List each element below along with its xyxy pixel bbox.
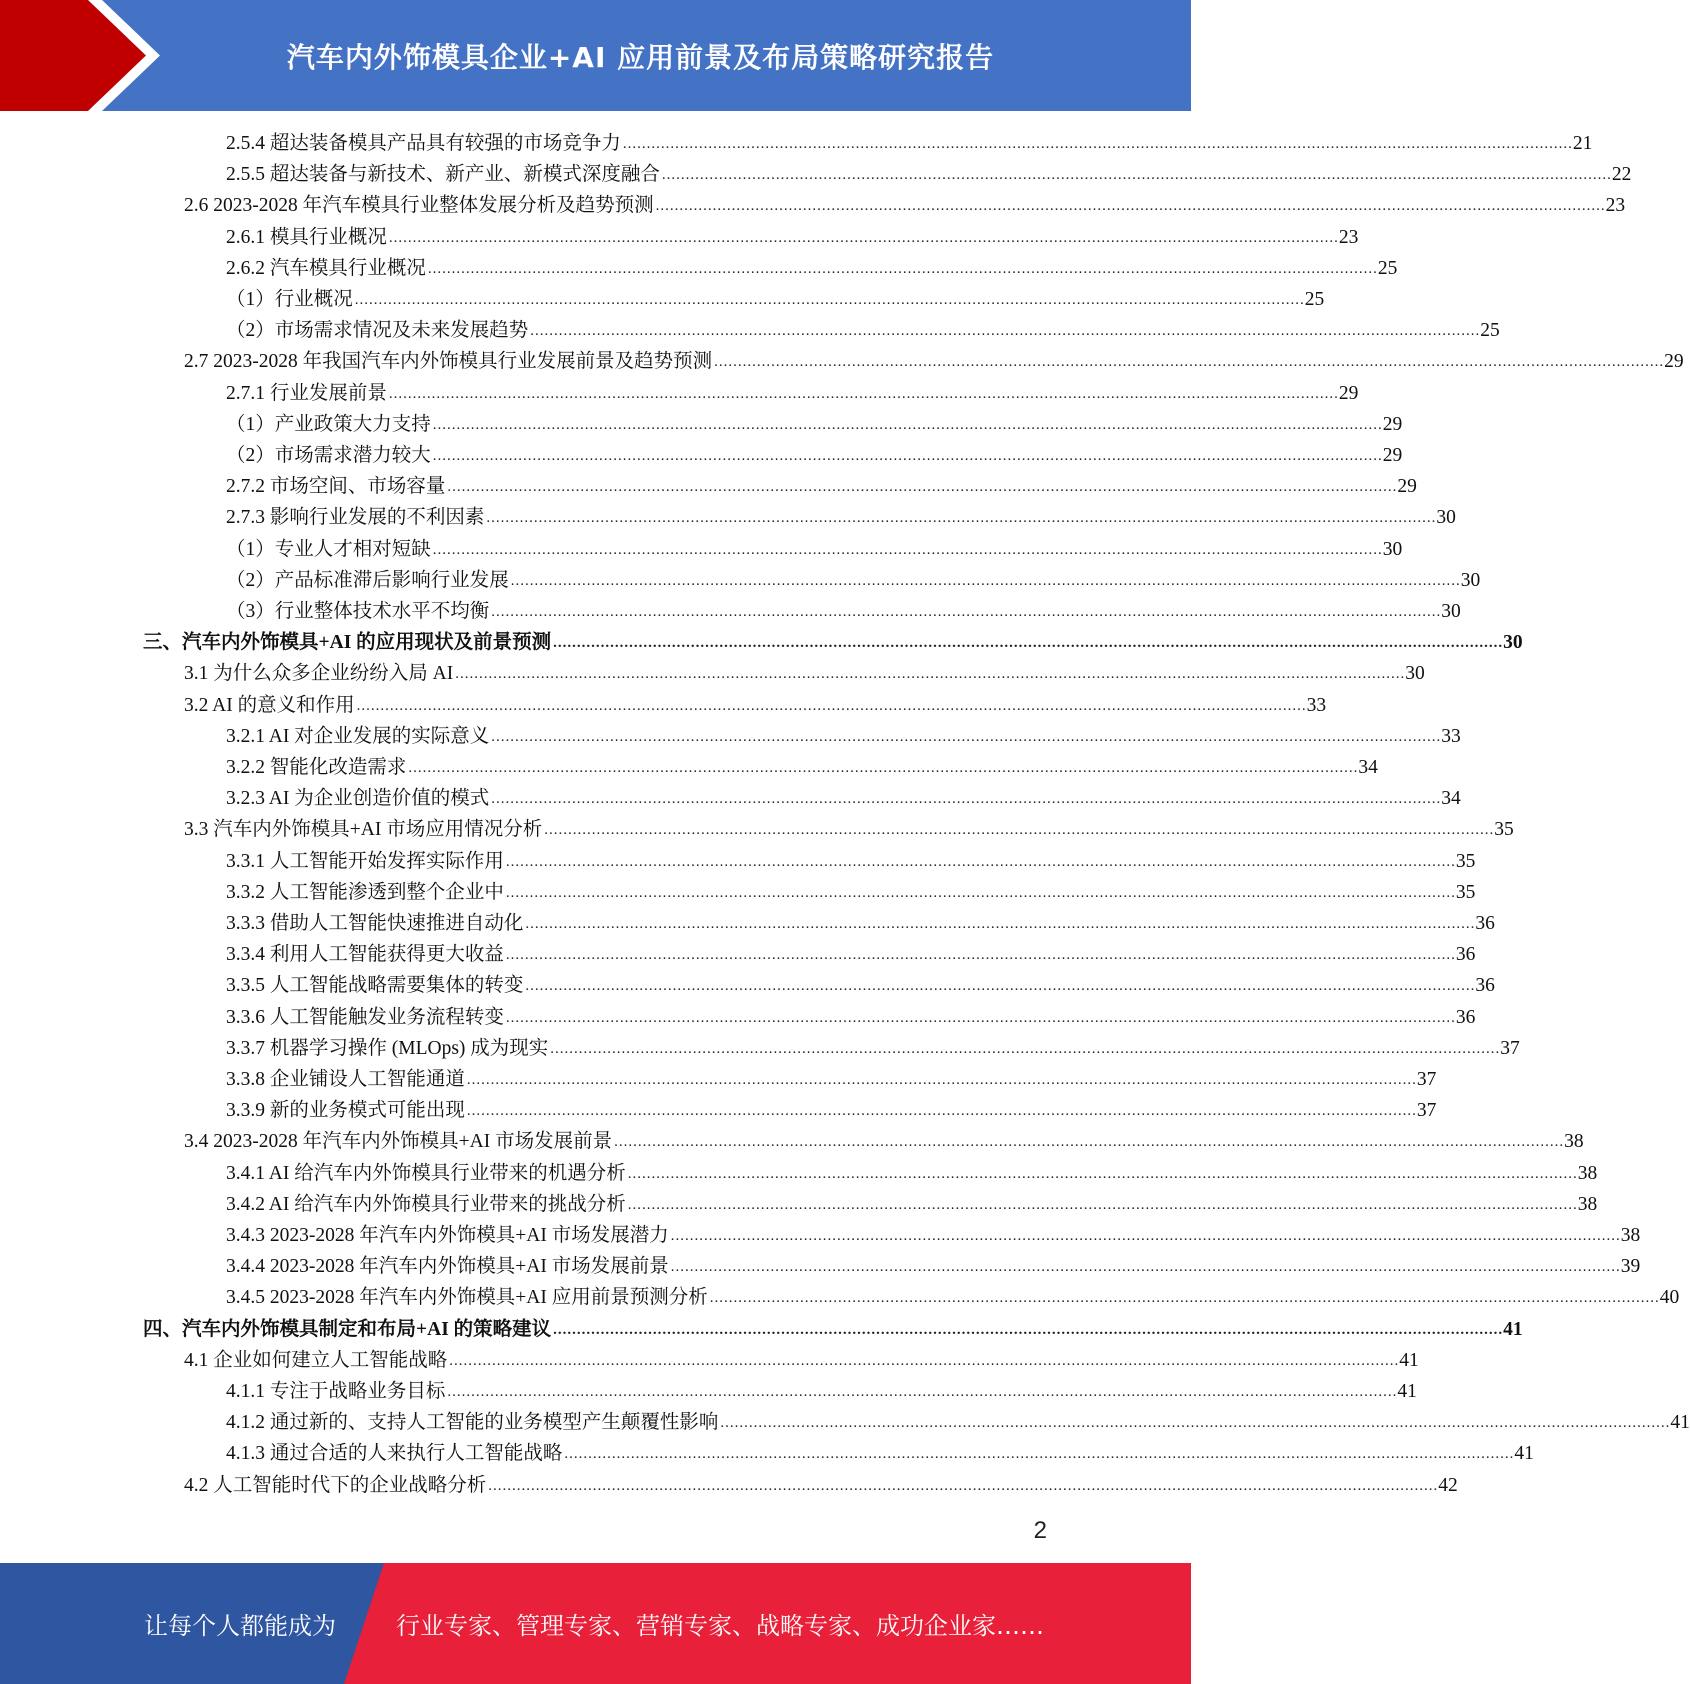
toc-entry-page: 21 bbox=[1572, 133, 1593, 154]
toc-dot-leader: ........................................................................................................................................................................................................ bbox=[530, 323, 1481, 340]
toc-entry-title: 2.5.5 超达装备与新技术、新产业、新模式深度融合 bbox=[226, 164, 660, 186]
toc-entry-page: 25 bbox=[1480, 320, 1500, 342]
toc-entry[interactable] bbox=[226, 220, 1359, 251]
toc-entry-title: 3.2.3 AI 为企业创造价值的模式 bbox=[226, 788, 490, 810]
toc-dot-leader: ........................................................................................................................................................................................................ bbox=[614, 1134, 1565, 1151]
toc-entry-title: 2.5.4 超达装备模具产品具有较强的市场竞争力 bbox=[226, 133, 621, 154]
toc-entry-page: 22 bbox=[1611, 164, 1632, 186]
toc-entry[interactable] bbox=[184, 1343, 1419, 1374]
toc-dot-leader: ........................................................................................................................................................................................................ bbox=[447, 479, 1398, 496]
toc-entry[interactable] bbox=[226, 1249, 1641, 1280]
toc-entry-title: 3.3.9 新的业务模式可能出现 bbox=[226, 1100, 465, 1122]
toc-dot-leader: ........................................................................................................................................................................................................ bbox=[622, 136, 1573, 152]
toc-entry-title: 3.3.8 企业铺设人工智能通道 bbox=[226, 1069, 465, 1090]
toc-entry-page: 29 bbox=[1397, 476, 1417, 498]
toc-entry-page: 41 bbox=[1670, 1412, 1690, 1434]
toc-entry[interactable] bbox=[226, 407, 1403, 438]
toc-entry-title: 3.3.2 人工智能渗透到整个企业中 bbox=[226, 881, 504, 903]
toc-entry[interactable] bbox=[226, 594, 1461, 625]
toc-entry[interactable] bbox=[226, 1405, 1690, 1436]
toc-entry[interactable] bbox=[226, 532, 1403, 563]
toc-entry-page: 38 bbox=[1577, 1162, 1598, 1184]
toc-entry-page: 38 bbox=[1620, 1225, 1641, 1246]
toc-entry-title: 3.3.3 借助人工智能快速推进自动化 bbox=[226, 913, 524, 934]
toc-dot-leader: ........................................................................................................................................................................................................ bbox=[432, 448, 1383, 464]
toc-entry-page: 33 bbox=[1441, 725, 1461, 747]
toc-entry-title: 3.2 AI 的意义和作用 bbox=[184, 694, 355, 716]
toc-entry-page: 40 bbox=[1659, 1287, 1680, 1309]
toc-entry-title: （1）产业政策大力支持 bbox=[226, 413, 431, 435]
toc-dot-leader: ........................................................................................................................................................................................................ bbox=[466, 1072, 1417, 1088]
toc-entry-page: 34 bbox=[1441, 788, 1461, 810]
toc-entry-page: 36 bbox=[1455, 1006, 1476, 1028]
toc-entry-page: 30 bbox=[1441, 601, 1461, 622]
toc-entry[interactable] bbox=[226, 251, 1398, 282]
toc-entry-title: 3.4.4 2023-2028 年汽车内外饰模具+AI 市场发展前景 bbox=[226, 1256, 669, 1278]
footer-slogan-right: 行业专家、管理专家、营销专家、战略专家、成功企业家…… bbox=[396, 1612, 1044, 1640]
toc-dot-leader: ........................................................................................................................................................................................................ bbox=[466, 1103, 1417, 1120]
toc-entry-title: 4.1.1 专注于战略业务目标 bbox=[226, 1381, 446, 1402]
toc-entry-title: 3.2.1 AI 对企业发展的实际意义 bbox=[226, 725, 490, 747]
toc-entry[interactable] bbox=[184, 344, 1684, 375]
toc-entry-title: 4.1.3 通过合适的人来执行人工智能战略 bbox=[226, 1443, 563, 1465]
footer-slogan-left: 让每个人都能成为 bbox=[144, 1612, 336, 1640]
toc-dot-leader: ........................................................................................................................................................................................................ bbox=[714, 354, 1665, 371]
toc-dot-leader: ........................................................................................................................................................................................................ bbox=[670, 1228, 1621, 1244]
toc-dot-leader: ........................................................................................................................................................................................................ bbox=[510, 572, 1461, 589]
toc-entry-page: 29 bbox=[1382, 445, 1403, 466]
toc-entry-title: 2.6.2 汽车模具行业概况 bbox=[226, 257, 426, 279]
toc-entry[interactable] bbox=[226, 282, 1325, 313]
toc-entry-page: 35 bbox=[1494, 819, 1514, 841]
toc-entry[interactable] bbox=[226, 1374, 1417, 1405]
toc-entry-title: 2.6 2023-2028 年汽车模具行业整体发展分析及趋势预测 bbox=[184, 195, 654, 217]
toc-entry-page: 38 bbox=[1577, 1193, 1598, 1215]
toc-dot-leader: ........................................................................................................................................................................................................ bbox=[432, 541, 1383, 558]
toc-entry-page: 30 bbox=[1382, 538, 1403, 560]
toc-entry[interactable] bbox=[226, 1218, 1641, 1249]
toc-entry[interactable] bbox=[226, 719, 1461, 750]
toc-entry[interactable] bbox=[226, 126, 1593, 157]
toc-dot-leader: ........................................................................................................................................................................................................ bbox=[670, 1259, 1621, 1276]
toc-dot-leader: ........................................................................................................................................................................................................ bbox=[709, 1290, 1660, 1307]
toc-entry[interactable] bbox=[226, 469, 1417, 500]
toc-entry-page: 29 bbox=[1382, 413, 1403, 435]
report-title: 汽车内外饰模具企业+AI 应用前景及布局策略研究报告 bbox=[286, 40, 995, 74]
toc-entry-page: 23 bbox=[1605, 195, 1626, 217]
toc-entry-title: （2）产品标准滞后影响行业发展 bbox=[226, 569, 509, 591]
toc-entry-page: 30 bbox=[1460, 569, 1481, 591]
toc-entry[interactable] bbox=[226, 968, 1495, 999]
toc-entry-title: 3.4.2 AI 给汽车内外饰模具行业带来的挑战分析 bbox=[226, 1193, 626, 1215]
toc-entry-page: 37 bbox=[1416, 1100, 1437, 1122]
toc-entry-page: 36 bbox=[1475, 975, 1495, 997]
toc-entry[interactable] bbox=[226, 1093, 1437, 1124]
toc-dot-leader: ........................................................................................................................................................................................................ bbox=[553, 635, 1504, 652]
page-footer bbox=[0, 1563, 1191, 1684]
toc-entry[interactable] bbox=[226, 563, 1481, 594]
toc-entry-title: 3.4 2023-2028 年汽车内外饰模具+AI 市场发展前景 bbox=[184, 1131, 613, 1153]
toc-dot-leader: ........................................................................................................................................................................................................ bbox=[505, 1009, 1456, 1026]
toc-dot-leader: ........................................................................................................................................................................................................ bbox=[505, 884, 1456, 901]
toc-entry[interactable] bbox=[226, 937, 1476, 968]
toc-dot-leader: ........................................................................................................................................................................................................ bbox=[505, 853, 1456, 870]
toc-entry-page: 25 bbox=[1377, 257, 1398, 279]
toc-entry-title: （2）市场需求情况及未来发展趋势 bbox=[226, 320, 529, 342]
toc-entry-title: 2.7.2 市场空间、市场容量 bbox=[226, 476, 446, 498]
toc-dot-leader: ........................................................................................................................................................................................................ bbox=[388, 385, 1339, 402]
toc-dot-leader: ........................................................................................................................................................................................................ bbox=[564, 1446, 1515, 1463]
toc-entry-title: 2.7.3 影响行业发展的不利因素 bbox=[226, 507, 485, 529]
toc-dot-leader: ........................................................................................................................................................................................................ bbox=[550, 1040, 1501, 1057]
toc-entry-title: （3）行业整体技术水平不均衡 bbox=[226, 601, 490, 622]
toc-dot-leader: ........................................................................................................................................................................................................ bbox=[491, 728, 1442, 745]
toc-entry[interactable] bbox=[143, 1312, 1523, 1343]
toc-entry[interactable] bbox=[143, 625, 1523, 656]
toc-entry-page: 29 bbox=[1664, 351, 1684, 373]
toc-entry[interactable] bbox=[226, 438, 1403, 469]
toc-entry-title: 2.7.1 行业发展前景 bbox=[226, 382, 387, 404]
toc-entry[interactable] bbox=[184, 656, 1425, 687]
toc-dot-leader: ........................................................................................................................................................................................................ bbox=[655, 198, 1606, 215]
toc-dot-leader: ........................................................................................................................................................................................................ bbox=[447, 1384, 1398, 1400]
toc-entry-page: 41 bbox=[1397, 1381, 1417, 1402]
toc-entry-title: 3.3 汽车内外饰模具+AI 市场应用情况分析 bbox=[184, 819, 543, 841]
toc-entry-title: （1）行业概况 bbox=[226, 289, 353, 310]
toc-entry[interactable] bbox=[184, 1124, 1584, 1155]
toc-dot-leader: ........................................................................................................................................................................................................ bbox=[432, 416, 1383, 433]
toc-entry-page: 41 bbox=[1399, 1349, 1419, 1371]
toc-entry-title: 4.1 企业如何建立人工智能战略 bbox=[184, 1349, 448, 1371]
toc-dot-leader: ........................................................................................................................................................................................................ bbox=[627, 1196, 1578, 1213]
toc-dot-leader: ........................................................................................................................................................................................................ bbox=[661, 167, 1612, 184]
toc-dot-leader: ........................................................................................................................................................................................................ bbox=[544, 822, 1495, 839]
toc-entry[interactable] bbox=[184, 1468, 1458, 1499]
toc-dot-leader: ........................................................................................................................................................................................................ bbox=[505, 947, 1456, 964]
toc-entry[interactable] bbox=[226, 376, 1359, 407]
toc-entry-page: 35 bbox=[1455, 881, 1476, 903]
toc-entry-title: 三、汽车内外饰模具+AI 的应用现状及前景预测 bbox=[143, 632, 552, 654]
toc-dot-leader: ........................................................................................................................................................................................................ bbox=[388, 229, 1339, 246]
toc-entry-title: 3.3.5 人工智能战略需要集体的转变 bbox=[226, 975, 524, 997]
toc-dot-leader: ........................................................................................................................................................................................................ bbox=[449, 1352, 1400, 1369]
toc-entry-page: 39 bbox=[1620, 1256, 1641, 1278]
toc-entry-title: 2.7 2023-2028 年我国汽车内外饰模具行业发展前景及趋势预测 bbox=[184, 351, 713, 373]
toc-dot-leader: ........................................................................................................................................................................................................ bbox=[408, 760, 1359, 776]
toc-entry-page: 25 bbox=[1304, 289, 1325, 310]
toc-entry[interactable] bbox=[226, 750, 1378, 781]
toc-dot-leader: ........................................................................................................................................................................................................ bbox=[491, 791, 1442, 808]
toc-entry-title: 3.4.5 2023-2028 年汽车内外饰模具+AI 应用前景预测分析 bbox=[226, 1287, 708, 1309]
toc-entry-title: 3.2.2 智能化改造需求 bbox=[226, 757, 407, 778]
toc-entry-page: 34 bbox=[1358, 757, 1378, 778]
page-number: 2 bbox=[1033, 1517, 1047, 1544]
toc-entry[interactable] bbox=[226, 1062, 1437, 1093]
toc-entry-page: 36 bbox=[1475, 913, 1495, 934]
toc-dot-leader: ........................................................................................................................................................................................................ bbox=[627, 1165, 1578, 1182]
toc-entry-title: 3.3.4 利用人工智能获得更大收益 bbox=[226, 944, 504, 966]
toc-entry-page: 37 bbox=[1500, 1037, 1520, 1059]
toc-entry[interactable] bbox=[184, 188, 1626, 219]
toc-dot-leader: ........................................................................................................................................................................................................ bbox=[525, 978, 1476, 995]
toc-entry-title: 2.6.1 模具行业概况 bbox=[226, 226, 387, 248]
toc-entry-page: 30 bbox=[1503, 632, 1523, 654]
toc-entry[interactable] bbox=[184, 812, 1514, 843]
toc-entry[interactable] bbox=[184, 688, 1327, 719]
toc-dot-leader: ........................................................................................................................................................................................................ bbox=[486, 510, 1437, 527]
toc-entry[interactable] bbox=[226, 875, 1476, 906]
toc-dot-leader: ........................................................................................................................................................................................................ bbox=[553, 1321, 1504, 1338]
toc-entry-title: （1）专业人才相对短缺 bbox=[226, 538, 431, 560]
page-header bbox=[0, 0, 1191, 111]
toc-entry-page: 38 bbox=[1564, 1131, 1584, 1153]
toc-entry-title: 3.3.7 机器学习操作 (MLOps) 成为现实 bbox=[226, 1037, 549, 1059]
toc-entry-page: 42 bbox=[1438, 1474, 1458, 1496]
toc-dot-leader: ........................................................................................................................................................................................................ bbox=[427, 260, 1378, 277]
toc-entry-title: 3.4.1 AI 给汽车内外饰模具行业带来的机遇分析 bbox=[226, 1162, 626, 1184]
toc-dot-leader: ........................................................................................................................................................................................................ bbox=[525, 916, 1476, 932]
toc-entry-title: 3.3.1 人工智能开始发挥实际作用 bbox=[226, 850, 504, 872]
toc-entry-title: 4.1.2 通过新的、支持人工智能的业务模型产生颠覆性影响 bbox=[226, 1412, 719, 1434]
toc-entry-page: 35 bbox=[1455, 850, 1476, 872]
toc-dot-leader: ........................................................................................................................................................................................................ bbox=[488, 1477, 1439, 1494]
toc-entry[interactable] bbox=[226, 1000, 1476, 1031]
toc-entry-title: （2）市场需求潜力较大 bbox=[226, 445, 431, 466]
toc-dot-leader: ........................................................................................................................................................................................................ bbox=[354, 292, 1305, 308]
toc-entry[interactable] bbox=[226, 157, 1632, 188]
toc-entry-page: 41 bbox=[1514, 1443, 1534, 1465]
toc-entry[interactable] bbox=[226, 1156, 1598, 1187]
toc-dot-leader: ........................................................................................................................................................................................................ bbox=[356, 697, 1307, 714]
toc-entry-title: 3.3.6 人工智能触发业务流程转变 bbox=[226, 1006, 504, 1028]
toc-entry-page: 29 bbox=[1338, 382, 1359, 404]
toc-entry-title: 四、汽车内外饰模具制定和布局+AI 的策略建议 bbox=[143, 1318, 552, 1340]
toc-entry-page: 30 bbox=[1405, 663, 1425, 685]
toc-entry-page: 30 bbox=[1436, 507, 1456, 529]
toc-entry[interactable] bbox=[226, 1031, 1520, 1062]
toc-entry[interactable] bbox=[226, 781, 1461, 812]
toc-entry-page: 41 bbox=[1503, 1318, 1523, 1340]
toc-entry-page: 37 bbox=[1416, 1069, 1437, 1090]
toc-entry-page: 33 bbox=[1306, 694, 1327, 716]
toc-entry[interactable] bbox=[226, 906, 1495, 937]
toc-entry[interactable] bbox=[226, 500, 1456, 531]
toc-dot-leader: ........................................................................................................................................................................................................ bbox=[491, 604, 1442, 620]
toc-entry[interactable] bbox=[226, 1187, 1598, 1218]
toc-entry[interactable] bbox=[226, 313, 1500, 344]
toc-dot-leader: ........................................................................................................................................................................................................ bbox=[720, 1415, 1671, 1432]
toc-entry-title: 4.2 人工智能时代下的企业战略分析 bbox=[184, 1474, 487, 1496]
toc-entry[interactable] bbox=[226, 1280, 1680, 1311]
toc-dot-leader: ........................................................................................................................................................................................................ bbox=[455, 666, 1406, 683]
toc-entry[interactable] bbox=[226, 844, 1476, 875]
toc-entry-page: 23 bbox=[1338, 226, 1359, 248]
toc-entry-title: 3.4.3 2023-2028 年汽车内外饰模具+AI 市场发展潜力 bbox=[226, 1225, 669, 1246]
toc-entry[interactable] bbox=[226, 1436, 1534, 1467]
toc-entry-title: 3.1 为什么众多企业纷纷入局 AI bbox=[184, 663, 454, 685]
toc-entry-page: 36 bbox=[1455, 944, 1476, 966]
